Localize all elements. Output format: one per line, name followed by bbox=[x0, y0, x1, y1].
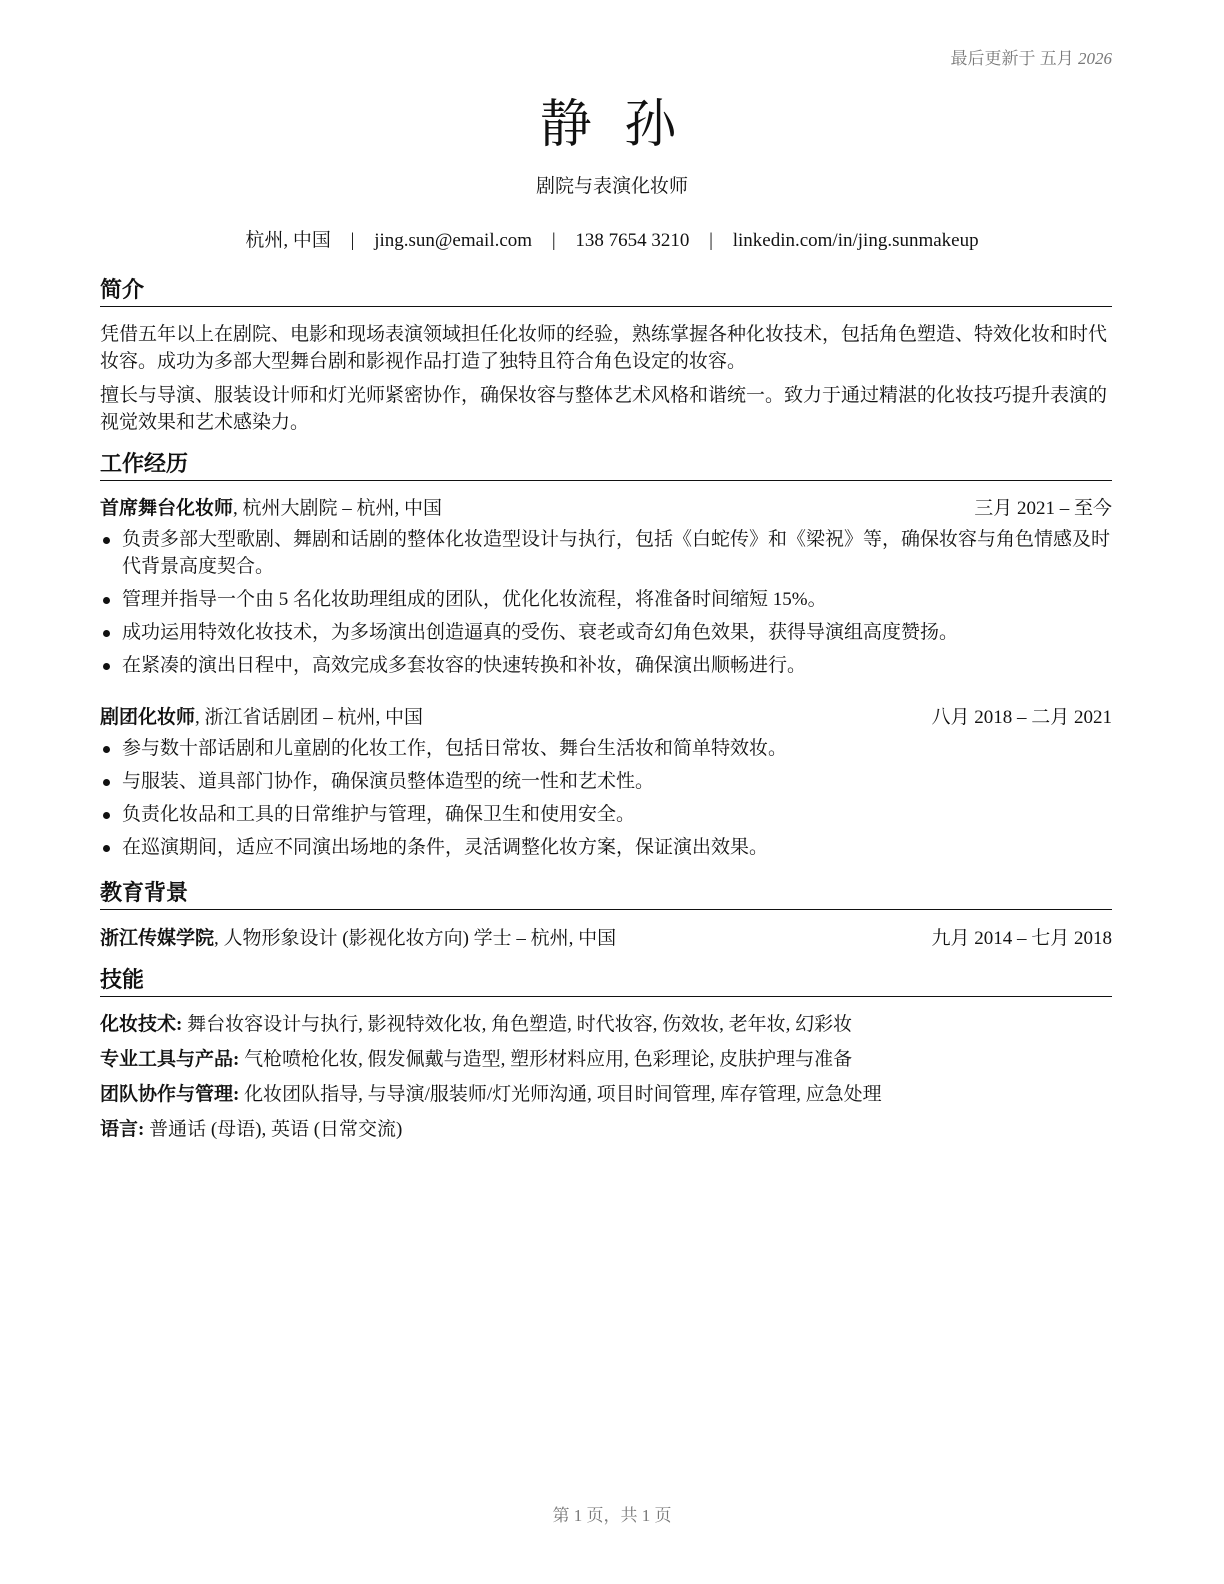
skill-row bbox=[100, 1047, 1112, 1073]
job-bullets bbox=[100, 735, 1112, 867]
skill-value: 化妆团队指导, 与导演/服装师/灯光师沟通, 项目时间管理, 库存管理, 应急处理 bbox=[239, 1084, 882, 1105]
resume-subtitle: 剧院与表演化妆师 bbox=[535, 176, 688, 197]
summary-paragraph-2: 擅长与导演、服装设计师和灯光师紧密协作，确保妆容与整体艺术风格和谐统一。致力于通过精湛的化妆技巧提升表演的视觉效果和艺术感染力。 bbox=[100, 385, 1108, 433]
job-dates: 八月 2018 – 二月 2021 bbox=[931, 707, 1112, 728]
skill-value: 舞台妆容设计与执行, 影视特效化妆, 角色塑造, 时代妆容, 伤效妆, 老年妆, 幻彩妆 bbox=[182, 1014, 853, 1035]
contact-line bbox=[0, 225, 1224, 252]
skill-label: 团队协作与管理: bbox=[100, 1084, 240, 1105]
section-title-education: 教育背景 bbox=[100, 881, 1112, 910]
list-item: 负责化妆品和工具的日常维护与管理，确保卫生和使用安全。 bbox=[100, 801, 1112, 828]
skill-value: 气枪喷枪化妆, 假发佩戴与造型, 塑形材料应用, 色彩理论, 皮肤护理与准备 bbox=[239, 1049, 853, 1070]
contact-separator: | bbox=[350, 230, 355, 251]
education-school: 浙江传媒学院 bbox=[100, 928, 215, 949]
education-dates: 九月 2014 – 七月 2018 bbox=[931, 928, 1112, 949]
page-number: 第 1 页，共 1 页 bbox=[552, 1506, 672, 1525]
job-bullets bbox=[100, 526, 1112, 685]
list-item: 与服装、道具部门协作，确保演员整体造型的统一性和艺术性。 bbox=[100, 768, 1112, 795]
list-item: 在紧凑的演出日程中，高效完成多套妆容的快速转换和补妆，确保演出顺畅进行。 bbox=[100, 652, 1112, 679]
job-role: 剧团化妆师 bbox=[100, 707, 196, 728]
section-title-summary: 简介 bbox=[100, 278, 1112, 307]
skill-label: 语言: bbox=[100, 1119, 145, 1140]
education-line bbox=[100, 926, 616, 952]
job-header bbox=[100, 496, 1112, 522]
last-updated-prefix: 最后更新于 五月 bbox=[950, 49, 1074, 68]
job-dates: 三月 2021 – 至今 bbox=[974, 498, 1112, 519]
job-org: , 杭州大剧院 – 杭州, 中国 bbox=[233, 498, 443, 519]
list-item: 参与数十部话剧和儿童剧的化妆工作，包括日常妆、舞台生活妆和简单特效妆。 bbox=[100, 735, 1112, 762]
section-title-experience: 工作经历 bbox=[100, 452, 1112, 481]
section-title-skills: 技能 bbox=[100, 968, 1112, 997]
job-header bbox=[100, 705, 1112, 731]
list-item: 负责多部大型歌剧、舞剧和话剧的整体化妆造型设计与执行，包括《白蛇传》和《梁祝》等，确保妆容与角色情感及时代背景高度契合。 bbox=[100, 526, 1112, 580]
contact-separator: | bbox=[709, 230, 713, 251]
job-org: , 浙江省话剧团 – 杭州, 中国 bbox=[195, 707, 424, 728]
contact-linkedin[interactable]: linkedin.com/in/jing.sunmakeup bbox=[732, 230, 979, 251]
contact-email[interactable]: jing.sun@email.com bbox=[374, 230, 533, 251]
skill-row bbox=[100, 1082, 1112, 1108]
skill-label: 专业工具与产品: bbox=[100, 1049, 240, 1070]
education-detail: , 人物形象设计 (影视化妆方向) 学士 – 杭州, 中国 bbox=[214, 928, 617, 949]
skill-row bbox=[100, 1012, 1112, 1038]
contact-phone: 138 7654 3210 bbox=[575, 230, 690, 251]
job-title-line bbox=[100, 496, 442, 522]
skill-label: 化妆技术: bbox=[100, 1014, 183, 1035]
job-role: 首席舞台化妆师 bbox=[100, 498, 234, 519]
list-item: 在巡演期间，适应不同演出场地的条件，灵活调整化妆方案，保证演出效果。 bbox=[100, 834, 1112, 861]
education-entry bbox=[100, 926, 1112, 952]
summary-paragraph-1: 凭借五年以上在剧院、电影和现场表演领域担任化妆师的经验，熟练掌握各种化妆技术，包括角色塑造、特效化妆和时代妆容。成功为多部大型舞台剧和影视作品打造了独特且符合角色设定的妆容。 bbox=[100, 324, 1108, 372]
skill-value: 普通话 (母语), 英语 (日常交流) bbox=[144, 1119, 403, 1140]
last-updated bbox=[951, 44, 1113, 69]
contact-separator: | bbox=[551, 230, 556, 251]
last-updated-year: 2026 bbox=[1078, 49, 1112, 68]
list-item: 管理并指导一个由 5 名化妆助理组成的团队，优化化妆流程，将准备时间缩短 15%。 bbox=[100, 586, 1112, 613]
job-title-line bbox=[100, 705, 423, 731]
list-item: 成功运用特效化妆技术，为多场演出创造逼真的受伤、衰老或奇幻角色效果，获得导演组高度赞扬。 bbox=[100, 619, 1112, 646]
contact-location: 杭州, 中国 bbox=[245, 230, 331, 251]
resume-name: 静 孙 bbox=[539, 95, 685, 155]
skill-row bbox=[100, 1117, 1112, 1143]
